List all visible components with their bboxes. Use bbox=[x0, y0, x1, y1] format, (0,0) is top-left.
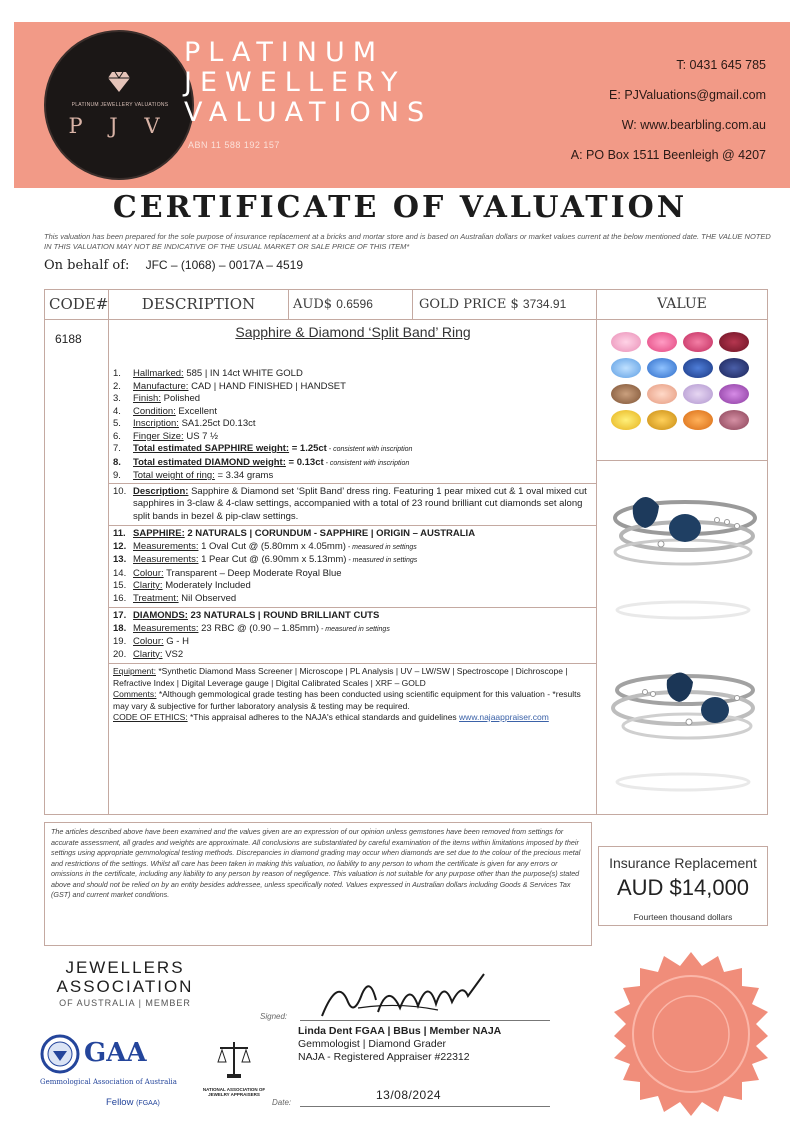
on-behalf-value: JFC – (1068) – 0017A – 4519 bbox=[145, 258, 304, 272]
ja-line3: OF AUSTRALIA | MEMBER bbox=[59, 998, 191, 1008]
description-header: DESCRIPTION bbox=[109, 290, 289, 319]
valuation-table bbox=[44, 289, 768, 815]
gold-price-header bbox=[413, 290, 597, 319]
jewellers-association-logo bbox=[40, 958, 210, 1008]
naja-link[interactable]: www.najaappraiser.com bbox=[459, 712, 549, 722]
sapphire-section bbox=[109, 525, 597, 607]
phone-text: T: 0431 645 785 bbox=[676, 58, 766, 72]
list-item: 12. Measurements: 1 Oval Cut @ (5.80mm x 4.05mm) - measured in settings bbox=[113, 540, 417, 552]
ring-reflection-top bbox=[605, 596, 761, 626]
logo-small-text: PLATINUM JEWELLERY VALUATIONS bbox=[71, 102, 169, 108]
comments-text: Comments: *Although gemmological grade testing has been conducted using scientific equipment for this valuation - *results may vary & subjective for further laboratory analysis & testing may be required. bbox=[113, 689, 581, 711]
list-item: 17. DIAMONDS: 23 NATURALS | ROUND BRILLIANT CUTS bbox=[113, 610, 380, 621]
signed-label: Signed: bbox=[260, 1012, 288, 1021]
rose-gem-icon bbox=[683, 332, 713, 352]
value-header: VALUE bbox=[657, 296, 707, 312]
on-behalf-of bbox=[44, 258, 303, 273]
yellow-gem-icon bbox=[611, 410, 641, 430]
date-label: Date: bbox=[272, 1098, 292, 1107]
brand-name bbox=[184, 38, 432, 128]
list-item: 19. Colour: G - H bbox=[113, 636, 189, 647]
purple-gem-icon bbox=[719, 384, 749, 404]
signatory-role: Gemmologist | Diamond Grader bbox=[298, 1038, 447, 1050]
date-line bbox=[300, 1106, 550, 1107]
signatory-registration: NAJA - Registered Appraiser #22312 bbox=[298, 1051, 470, 1063]
list-item: 20. Clarity: VS2 bbox=[113, 648, 184, 660]
table-header bbox=[45, 290, 767, 320]
ja-line1: JEWELLERS bbox=[65, 958, 185, 977]
navy-gem-icon bbox=[719, 358, 749, 378]
description-column bbox=[109, 320, 597, 814]
address-text: A: PO Box 1511 Beenleigh @ 4207 bbox=[570, 148, 766, 162]
insurance-words: Fourteen thousand dollars bbox=[633, 912, 733, 922]
email-link[interactable]: E: PJValuations@gmail.com bbox=[609, 88, 766, 102]
list-item: 15. Clarity: Moderately Included bbox=[113, 580, 251, 591]
list-item: 16. Treatment: Nil Observed bbox=[113, 592, 237, 604]
list-item: 14. Colour: Transparent – Deep Moderate Royal Blue bbox=[113, 567, 342, 579]
brand-line: PLATINUM bbox=[184, 37, 385, 68]
header-band bbox=[14, 22, 790, 188]
certificate-title: CERTIFICATE OF VALUATION bbox=[112, 190, 688, 225]
gold-gem-icon bbox=[647, 410, 677, 430]
diamonds-section bbox=[109, 607, 597, 663]
naja-text: NATIONAL ASSOCIATION OF JEWELRY APPRAISERS bbox=[202, 1087, 266, 1097]
mauve-gem-icon bbox=[719, 410, 749, 430]
contact-details bbox=[571, 50, 766, 170]
value-column bbox=[597, 320, 767, 814]
gaa-emblem-icon bbox=[40, 1034, 80, 1074]
fellow-text: Fellow (FGAA) bbox=[106, 1097, 160, 1108]
brown-gem-icon bbox=[611, 384, 641, 404]
ethics-text: CODE OF ETHICS: *This appraisal adheres to the NAJA's ethical standards and guidelines www.najaappraiser.com bbox=[113, 712, 549, 722]
ja-line2: ASSOCIATION bbox=[56, 977, 194, 996]
aud-label: AUD$ bbox=[293, 297, 333, 312]
disclaimer-text: The articles described above have been examined and the values given are an expression of our opinion unless gemstones have been removed from settings for accurate assessment, all grades and weights are approximate. All conclusions are substantiated by careful examination of the items within limitations imposed by their settings using appropriate gemmological testing methods. Discrepancies in diamond grading may occur when diamonds are set due to the colour of the precious metal and restrictions of the settings. Whilst all care has been taken in making this valuation, no liability to any person to whom the certificate is given for any errors or omissions in the certificate, including any liability to any person by reason of negligence. This valuation is not suitable for any purpose other than the purpose(s) stated above and should not be relied on by an entity besides addressee, unless specifically noted. Values expressed in Australian dollars including Goods & Services Tax (GST) and current market conditions. bbox=[44, 822, 592, 946]
gold-value: 3734.91 bbox=[522, 297, 567, 311]
list-item: 1. Hallmarked: 585 | IN 14ct WHITE GOLD bbox=[113, 368, 303, 379]
light-blue-gem-icon bbox=[611, 358, 641, 378]
equipment-section bbox=[109, 663, 597, 726]
gem-icon bbox=[108, 72, 130, 92]
logo-initials: P J V bbox=[68, 114, 170, 138]
list-item: 13. Measurements: 1 Pear Cut @ (6.90mm x 5.13mm) - measured in settings bbox=[113, 554, 418, 565]
insurance-label: Insurance Replacement bbox=[609, 855, 757, 871]
list-item: 3. Finish: Polished bbox=[113, 393, 201, 404]
signatory-details bbox=[298, 1025, 501, 1064]
hot-pink-gem-icon bbox=[647, 332, 677, 352]
list-item: 8. Total estimated DIAMOND weight: = 0.13ct - consistent with inscription bbox=[113, 456, 410, 468]
list-item: 6. Finger Size: US 7 ½ bbox=[113, 430, 219, 442]
list-item: 4. Condition: Excellent bbox=[113, 405, 217, 417]
list-item: 11. SAPPHIRE: 2 NATURALS | CORUNDUM - SAPPHIRE | ORIGIN – AUSTRALIA bbox=[113, 528, 476, 539]
light-purple-gem-icon bbox=[683, 384, 713, 404]
purpose-note: This valuation has been prepared for the sole purpose of insurance replacement at a bricks and mortar store and is based on Australian dollars or market values current at the below mentioned date. THE VALUE NOTED IN THIS VALUATION MAY NOT BE INDICATIVE OF THE USUAL MARKET OR SALE PRICE OF THIS ITEM* bbox=[44, 232, 771, 251]
abn-number: ABN 11 588 192 157 bbox=[188, 140, 280, 150]
aud-header bbox=[289, 290, 413, 319]
signature-line bbox=[300, 1020, 550, 1021]
code-header: CODE# bbox=[45, 290, 109, 319]
equipment-text: Equipment: *Synthetic Diamond Mass Screener | Microscope | PL Analysis | UV – LW/SW | Spectroscope | Dichroscope | Refractive Index | Digital Leverage gauge | Digital Calibrated Scales | XRF – GOLD bbox=[113, 666, 568, 688]
list-item: 7. Total estimated SAPPHIRE weight: = 1.25ct - consistent with inscription bbox=[113, 443, 413, 454]
list-item: 2. Manufacture: CAD | HAND FINISHED | HANDSET bbox=[113, 380, 346, 392]
scales-icon bbox=[217, 1040, 251, 1080]
ring-reflection-bottom bbox=[605, 768, 761, 798]
list-item: 5. Inscription: SA1.25ct D0.13ct bbox=[113, 418, 256, 429]
gem-colour-chart bbox=[611, 332, 753, 430]
insurance-amount: AUD $14,000 bbox=[616, 875, 750, 900]
brand-line: VALUATIONS bbox=[184, 97, 433, 128]
pink-gem-icon bbox=[611, 332, 641, 352]
item-code: 6188 bbox=[55, 332, 82, 346]
description-row: 10. Description: Sapphire & Diamond set ‘Split Band’ dress ring. Featuring 1 pear mixed cut & 1 oval mixed cut sapphires in 3-claw & 4-claw settings, accompanied with a total of 23 round brilliant cut diamonds set along split bands in bezel & pip-claw settings. bbox=[109, 483, 597, 526]
ruby-gem-icon bbox=[719, 332, 749, 352]
code-column bbox=[45, 320, 109, 814]
gaa-full-name: Gemmological Association of Australia bbox=[40, 1078, 177, 1086]
signature-image bbox=[318, 972, 488, 1022]
orange-gem-icon bbox=[683, 410, 713, 430]
royal-blue-gem-icon bbox=[683, 358, 713, 378]
item-details bbox=[109, 368, 597, 726]
signatory-name: Linda Dent FGAA | BBus | Member NAJA bbox=[298, 1025, 502, 1037]
peach-gem-icon bbox=[647, 384, 677, 404]
embossed-seal bbox=[606, 950, 776, 1120]
brand-line: JEWELLERY bbox=[184, 67, 406, 98]
aud-value: 0.6596 bbox=[336, 297, 373, 311]
divider bbox=[597, 460, 767, 461]
item-title: Sapphire & Diamond ‘Split Band’ Ring bbox=[235, 324, 471, 340]
valuation-date: 13/08/2024 bbox=[376, 1088, 442, 1102]
gold-label: GOLD PRICE $ bbox=[419, 297, 519, 312]
list-item: 18. Measurements: 23 RBC @ (0.90 – 1.85mm) - measured in settings bbox=[113, 622, 390, 634]
naja-logo bbox=[196, 1040, 272, 1097]
ring-photo-bottom bbox=[605, 650, 761, 760]
blue-gem-icon bbox=[647, 358, 677, 378]
website-link[interactable]: W: www.bearbling.com.au bbox=[621, 118, 766, 132]
list-item: 9. Total weight of ring: = 3.34 grams bbox=[113, 470, 274, 481]
ring-photo-top bbox=[605, 470, 761, 590]
gaa-text: GAA bbox=[84, 1038, 147, 1068]
company-logo bbox=[44, 30, 194, 180]
on-behalf-label: On behalf of: bbox=[44, 258, 130, 273]
